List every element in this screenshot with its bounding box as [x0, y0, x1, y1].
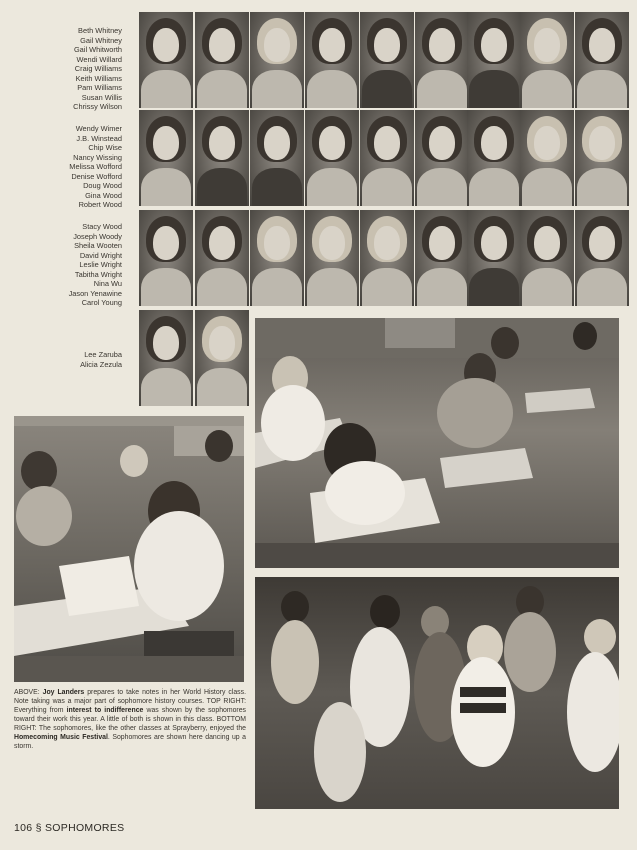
student-name: J.B. Winstead — [76, 133, 122, 143]
student-portrait — [139, 210, 193, 306]
classroom-photo-art — [255, 318, 619, 568]
name-list-row-4 — [4, 350, 122, 369]
student-name: Leslie Wright — [79, 260, 122, 269]
caption-emphasis: interest to indifference — [66, 707, 144, 714]
student-name: Nancy Wissing — [73, 152, 122, 162]
name-list-row-1 — [4, 26, 122, 112]
student-name: Melissa Wofford — [69, 162, 122, 171]
student-portrait — [415, 210, 469, 306]
student-portrait — [415, 110, 469, 206]
student-name: Doug Wood — [83, 181, 122, 190]
student-name: Sheila Wooten — [74, 241, 122, 250]
student-portrait — [305, 12, 359, 108]
student-name: Gail Whitney — [80, 35, 122, 45]
name-list-row-3 — [4, 222, 122, 308]
student-portrait — [575, 12, 629, 108]
student-name: Jason Yenawine — [68, 288, 122, 298]
student-name: Chip Wise — [88, 143, 122, 152]
student-portrait — [250, 110, 304, 206]
caption-name: Joy Landers — [42, 689, 85, 696]
student-portrait — [575, 210, 629, 306]
student-portrait — [195, 310, 249, 406]
student-name: Stacy Wood — [82, 222, 122, 231]
student-portrait — [467, 110, 521, 206]
name-list-row-2 — [4, 124, 122, 210]
student-portrait — [520, 210, 574, 306]
student-name: Susan Willis — [81, 92, 122, 102]
student-portrait — [467, 210, 521, 306]
student-name: David Wright — [79, 250, 122, 260]
student-name: Joseph Woody — [73, 231, 122, 241]
student-portrait — [139, 110, 193, 206]
homecoming-dance-photo — [255, 577, 619, 809]
dance-photo-art — [255, 577, 619, 809]
classroom-photo-left — [14, 416, 244, 682]
student-portrait — [360, 210, 414, 306]
student-name: Tabitha Wright — [74, 269, 122, 279]
student-name: Carol Young — [81, 298, 122, 307]
photo-caption — [14, 688, 246, 751]
student-name: Gina Wood — [85, 190, 122, 200]
student-name: Denise Wofford — [71, 171, 122, 181]
caption-text: . Sophomores are shown here dancing up a storm. — [14, 734, 246, 750]
student-portrait — [250, 12, 304, 108]
caption-lead: ABOVE: — [14, 689, 43, 696]
student-name: Alicia Zezula — [80, 359, 122, 369]
student-portrait — [360, 12, 414, 108]
student-portrait — [195, 110, 249, 206]
student-name: Keith Williams — [75, 73, 122, 83]
joy-landers-photo-art — [14, 416, 244, 682]
page-folio: 106 § SOPHOMORES — [14, 822, 125, 834]
student-portrait — [305, 110, 359, 206]
student-name: Nina Wu — [93, 279, 122, 288]
caption-text: was shown by the sophomores toward their work this year. A little of both is shown in this class. BOTTOM RIGHT: The sophomores, like the other classes at Sprayberry, enjoyed the — [14, 707, 246, 732]
student-name: Chrissy Wilson — [73, 102, 122, 111]
student-name: Craig Williams — [74, 64, 122, 73]
caption-text: prepares to take notes in her World History class. Note taking was a major part of sophomore history courses. TOP RIGHT: Everything from — [14, 689, 246, 714]
student-name: Beth Whitney — [78, 26, 122, 35]
student-portrait — [139, 310, 193, 406]
student-portrait — [195, 210, 249, 306]
student-name: Lee Zaruba — [84, 350, 122, 359]
student-portrait — [415, 12, 469, 108]
student-name: Gail Whitworth — [73, 45, 122, 54]
student-name: Robert Wood — [78, 200, 122, 209]
student-portrait — [520, 110, 574, 206]
student-portrait — [250, 210, 304, 306]
student-name: Wendi Willard — [76, 54, 122, 64]
student-portrait — [139, 12, 193, 108]
student-portrait — [467, 12, 521, 108]
student-portrait — [520, 12, 574, 108]
classroom-photo-top-right — [255, 318, 619, 568]
student-portrait — [360, 110, 414, 206]
student-name: Pam Williams — [77, 83, 122, 92]
student-name: Wendy Wimer — [75, 124, 122, 133]
student-portrait — [575, 110, 629, 206]
caption-emphasis: Homecoming Music Festival — [14, 734, 108, 741]
student-portrait — [195, 12, 249, 108]
student-portrait — [305, 210, 359, 306]
